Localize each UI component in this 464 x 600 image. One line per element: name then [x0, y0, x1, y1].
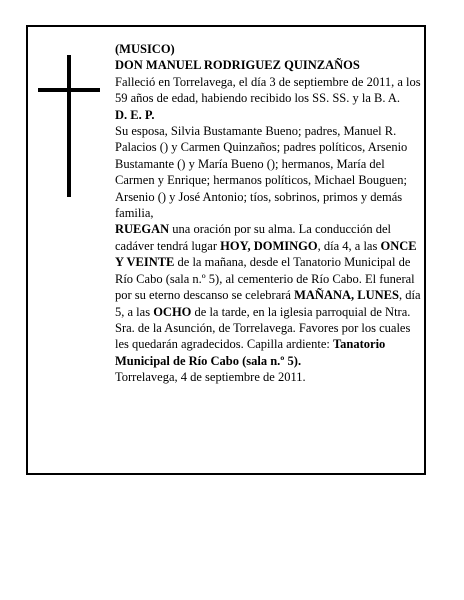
death-statement: Falleció en Torrelavega, el día 3 de septiembre de 2011, a los 59 años de edad, habiendo recibido los SS. SS. y la B. A.: [115, 74, 421, 106]
family-list: Su esposa, Silvia Bustamante Bueno; padres, Manuel R. Palacios () y Carmen Quinzaños; padres políticos, Arsenio Bustamante () y María Bueno (); hermanos, María del Carmen y Enrique; hermanos políticos, Michael Bouguen; Arsenio () y José Antonio; tíos, sobrinos, primos y demás familia,: [115, 124, 408, 221]
procession-time: ONCE Y VEINTE: [115, 238, 417, 270]
chapel-location: Tanatorio Municipal de Río Cabo (sala n.º 5).: [115, 337, 386, 368]
procession-day: HOY, DOMINGO: [220, 238, 318, 253]
place-date: Torrelavega, 4 de septiembre de 2011.: [115, 370, 306, 385]
funeral-day: MAÑANA, LUNES: [294, 288, 399, 303]
obituary-notice: [26, 25, 426, 475]
funeral-text-1: una oración por su alma. La conducción del cadáver tendrá lugar: [115, 222, 391, 253]
dep-abbreviation: D. E. P.: [115, 107, 155, 122]
profession: (MUSICO): [115, 42, 175, 56]
funeral-text-3: de la mañana, desde el Tanatorio Municipal de Río Cabo (sala n.º 5), al cementerio de Río Cabo. El funeral por su eterno descanso se celebrará: [115, 255, 415, 303]
funeral-text-5: de la tarde, en la iglesia parroquial de Ntra. Sra. de la Asunción, de Torrelavega. Favores por los cuales les quedarán agradecidos. Capilla ardiente:: [115, 304, 411, 352]
cross-horizontal-bar: [38, 88, 100, 92]
ruegan-word: RUEGAN: [115, 222, 170, 237]
funeral-text-2: , día 4, a las: [317, 238, 381, 253]
notice-text: [115, 41, 427, 386]
funeral-time: OCHO: [153, 304, 192, 319]
funeral-details: [115, 221, 427, 369]
deceased-name: DON MANUEL RODRIGUEZ QUINZAÑOS: [115, 58, 360, 73]
funeral-text-4: , día 5, a las: [115, 288, 421, 319]
cross-vertical-bar: [67, 55, 71, 197]
